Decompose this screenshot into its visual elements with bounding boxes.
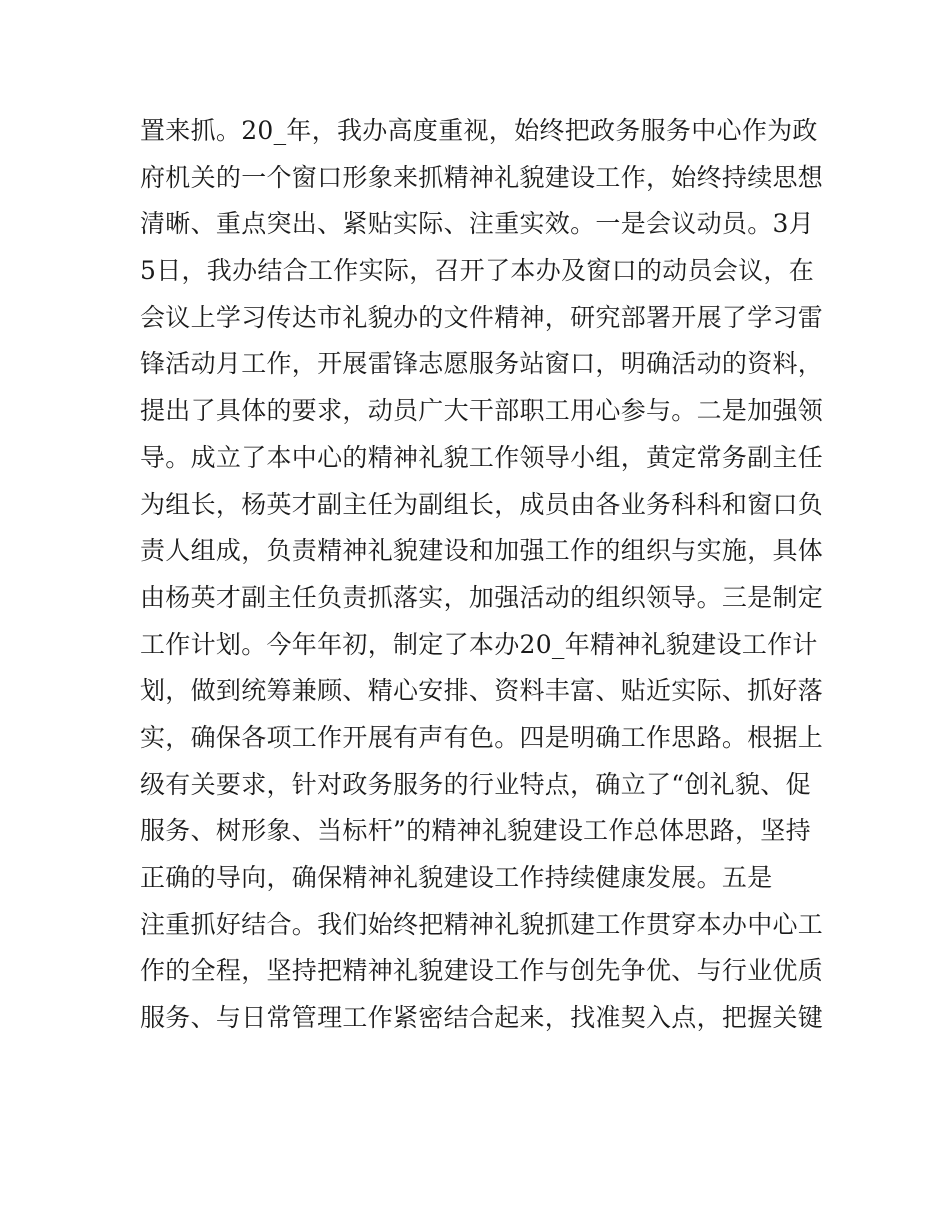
text-line: 清晰、重点突出、紧贴实际、注重实效。一是会议动员。3月 (140, 209, 815, 239)
text-line: 服务、树形象、当标杆”的精神礼貌建设工作总体思路，坚持 (140, 816, 811, 846)
text-line: 注重抓好结合。我们始终把精神礼貌抓建工作贯穿本办中心工 (140, 909, 824, 939)
text-line: 正确的导向，确保精神礼貌建设工作持续健康发展。五是 (140, 863, 773, 892)
text-line: 实，确保各项工作开展有声有色。四是明确工作思路。根据上 (140, 722, 824, 752)
text-line: 作的全程，坚持把精神礼貌建设工作与创先争优、与行业优质 (140, 956, 824, 986)
text-line: 责人组成，负责精神礼貌建设和加强工作的组织与实施，具体 (140, 536, 824, 566)
text-line: 为组长，杨英才副主任为副组长，成员由各业务科科和窗口负 (140, 489, 824, 519)
text-line: 工作计划。今年年初，制定了本办20_年精神礼貌建设工作计 (140, 629, 818, 659)
text-line: 锋活动月工作，开展雷锋志愿服务站窗口，明确活动的资料， (140, 349, 824, 379)
text-line: 划，做到统筹兼顾、精心安排、资料丰富、贴近实际、抓好落 (140, 676, 824, 706)
text-line: 会议上学习传达市礼貌办的文件精神，研究部署开展了学习雷 (140, 302, 824, 332)
body-text (140, 108, 830, 1042)
text-line: 由杨英才副主任负责抓落实，加强活动的组织领导。三是制定 (140, 582, 824, 612)
text-line: 5日，我办结合工作实际，召开了本办及窗口的动员会议，在 (140, 256, 815, 286)
text-line: 服务、与日常管理工作紧密结合起来，找准契入点，把握关键 (140, 1003, 824, 1033)
text-line: 导。成立了本中心的精神礼貌工作领导小组，黄定常务副主任 (140, 442, 824, 472)
text-line: 置来抓。20_年，我办高度重视，始终把政务服务中心作为政 (140, 116, 818, 145)
text-line: 级有关要求，针对政务服务的行业特点，确立了“创礼貌、促 (140, 769, 811, 799)
text-line: 府机关的一个窗口形象来抓精神礼貌建设工作，始终持续思想 (140, 162, 824, 192)
text-line: 提出了具体的要求，动员广大干部职工用心参与。二是加强领 (140, 396, 824, 426)
